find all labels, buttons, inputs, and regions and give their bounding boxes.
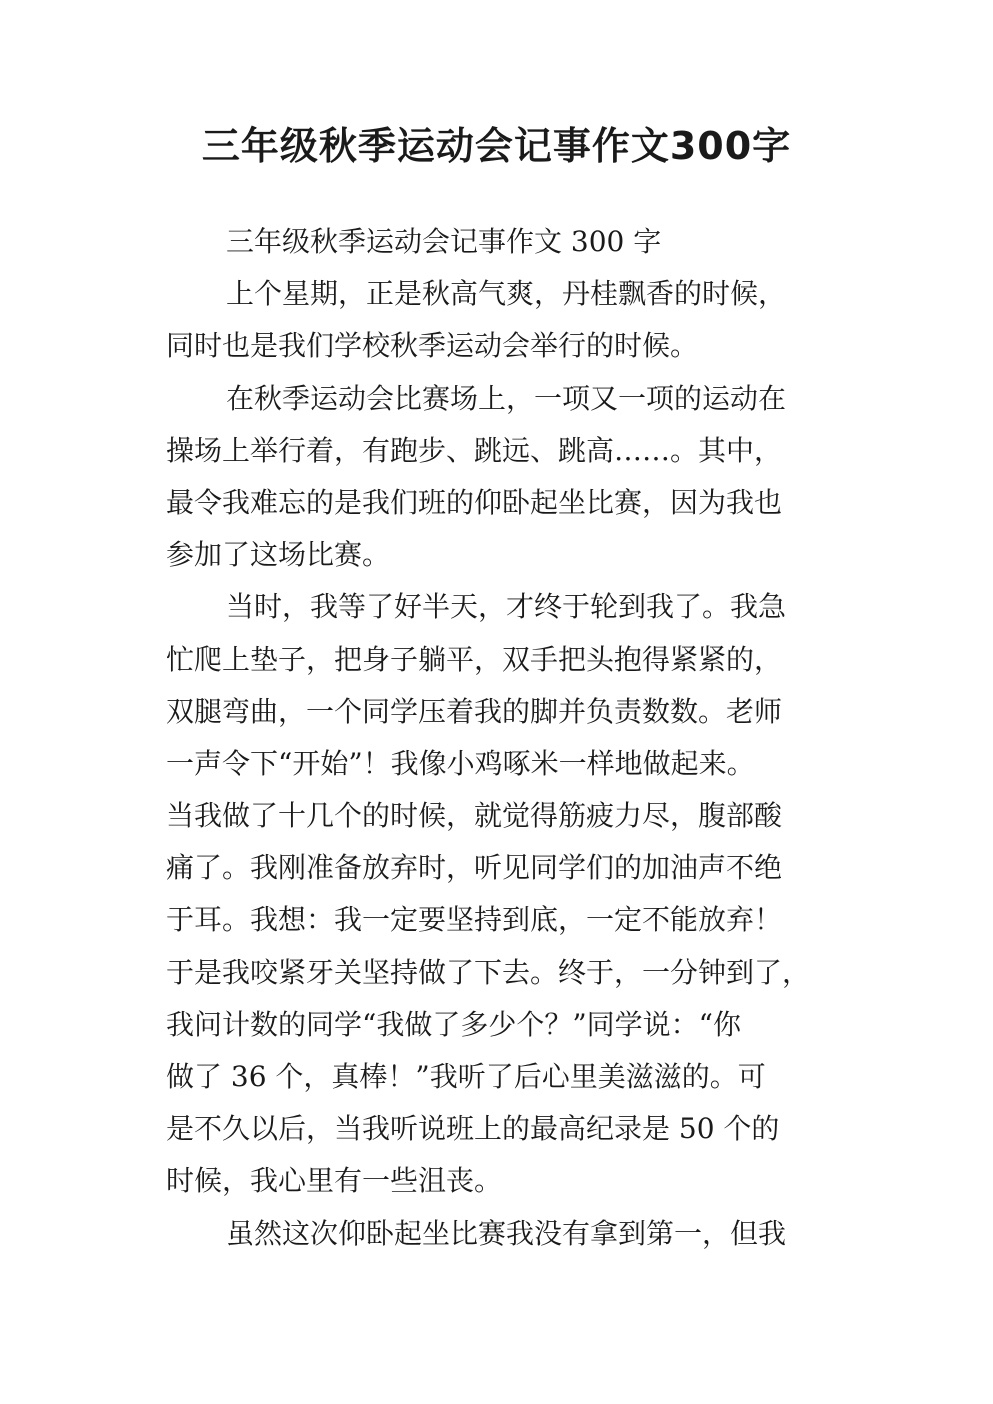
text-line: 是不久以后，当我听说班上的最高纪录是 50 个的 (166, 1112, 780, 1146)
text-line: 于是我咬紧牙关坚持做了下去。终于，一分钟到了， (166, 955, 811, 989)
text-line: 双腿弯曲，一个同学压着我的脚并负责数数。老师 (166, 694, 783, 728)
text-line: 做了 36 个，真棒！”我听了后心里美滋滋的。可 (166, 1060, 766, 1093)
text-line: 我问计数的同学“我做了多少个？”同学说：“你 (166, 1007, 741, 1041)
text-line: 时候，我心里有一些沮丧。 (166, 1164, 503, 1198)
text-line: 于耳。我想：我一定要坚持到底，一定不能放弃！ (166, 903, 783, 937)
text-line: 当我做了十几个的时候，就觉得筋疲力尽，腹部酸 (166, 799, 783, 833)
text-line: 当时，我等了好半天，才终于轮到我了。我急 (226, 590, 787, 624)
text-line: 三年级秋季运动会记事作文 300 字 (226, 225, 662, 258)
text-line: 在秋季运动会比赛场上，一项又一项的运动在 (226, 381, 787, 415)
text-line: 上个星期，正是秋高气爽，丹桂飘香的时候， (226, 277, 787, 311)
document-title: 三年级秋季运动会记事作文300字 (201, 124, 792, 168)
document-body (166, 216, 836, 1260)
text-line: 同时也是我们学校秋季运动会举行的时候。 (166, 329, 699, 363)
text-line: 参加了这场比赛。 (166, 538, 391, 572)
text-line: 最令我难忘的是我们班的仰卧起坐比赛，因为我也 (166, 485, 783, 519)
text-line: 忙爬上垫子，把身子躺平，双手把头抱得紧紧的， (166, 642, 783, 676)
text-line: 一声令下“开始”！我像小鸡啄米一样地做起来。 (166, 746, 755, 780)
text-line: 痛了。我刚准备放弃时，听见同学们的加油声不绝 (166, 851, 783, 885)
text-line: 操场上举行着，有跑步、跳远、跳高……。其中， (166, 433, 783, 467)
text-line: 虽然这次仰卧起坐比赛我没有拿到第一，但我 (226, 1216, 787, 1250)
